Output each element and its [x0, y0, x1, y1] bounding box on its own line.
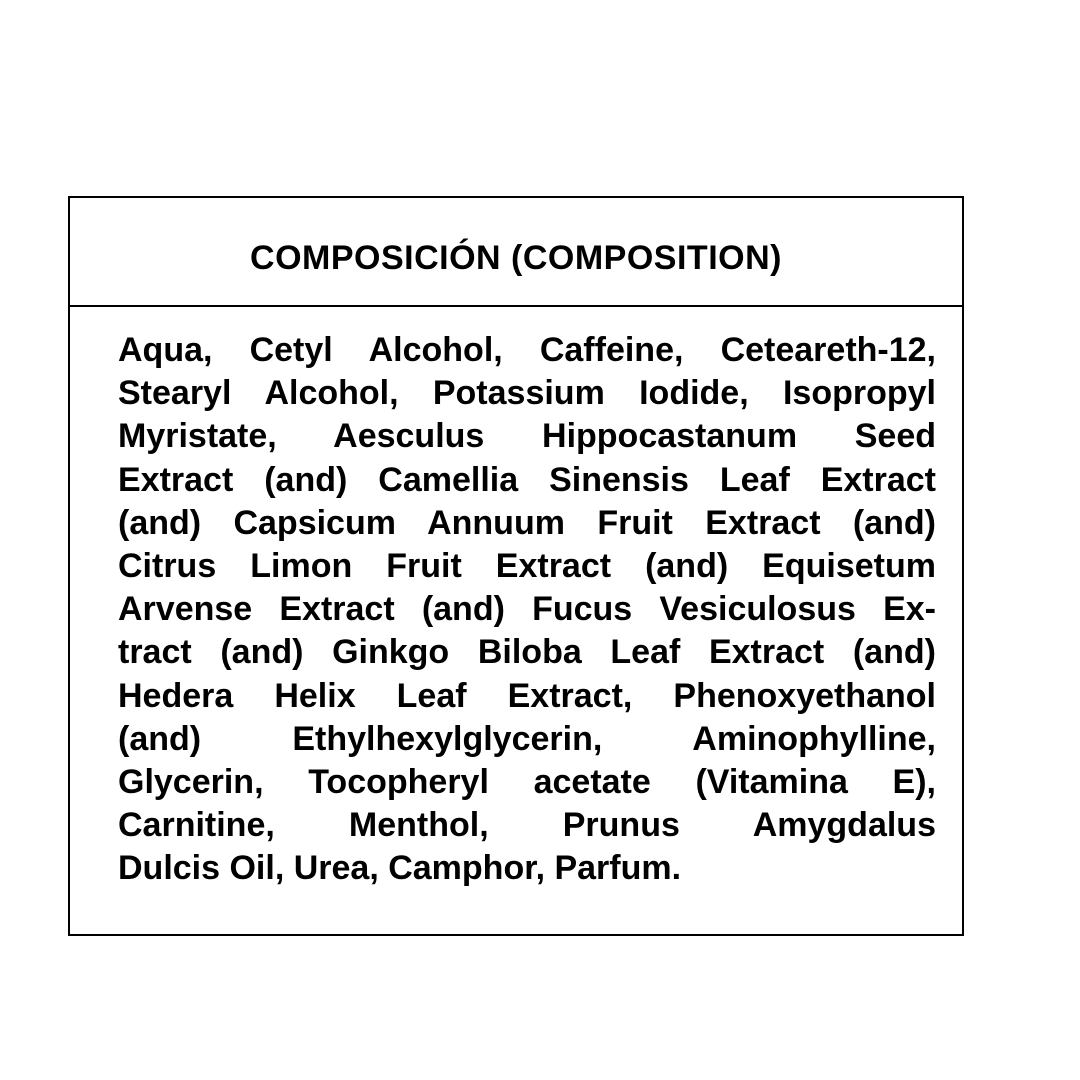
composition-header: [70, 198, 962, 307]
ingredients-line: Myristate, Aesculus Hippocastanum Seed: [118, 417, 936, 456]
ingredients-line: Hedera Helix Leaf Extract, Phenoxyethanol: [118, 676, 936, 715]
ingredients-line: tract (and) Ginkgo Biloba Leaf Extract (and): [118, 633, 936, 672]
ingredients-line: (and) Capsicum Annuum Fruit Extract (and): [118, 503, 936, 542]
ingredients-text: [118, 307, 936, 891]
ingredients-line: Carnitine, Menthol, Prunus Amygdalus: [118, 806, 936, 845]
ingredients-line: Stearyl Alcohol, Potassium Iodide, Isopropyl: [118, 374, 936, 413]
ingredients-line: Aqua, Cetyl Alcohol, Caffeine, Ceteareth-12,: [118, 331, 936, 369]
ingredients-line: Glycerin, Tocopheryl acetate (Vitamina E),: [118, 763, 936, 802]
ingredients-line: Arvense Extract (and) Fucus Vesiculosus Ex-: [118, 590, 936, 629]
ingredients-line: Extract (and) Camellia Sinensis Leaf Extract: [118, 460, 936, 499]
composition-panel: [68, 196, 964, 936]
ingredients-line: Citrus Limon Fruit Extract (and) Equisetum: [118, 547, 936, 586]
ingredients-line: Dulcis Oil, Urea, Camphor, Parfum.: [118, 849, 682, 888]
composition-title: COMPOSICIÓN (COMPOSITION): [250, 239, 782, 277]
ingredients-line: (and) Ethylhexylglycerin, Aminophylline,: [118, 719, 936, 758]
